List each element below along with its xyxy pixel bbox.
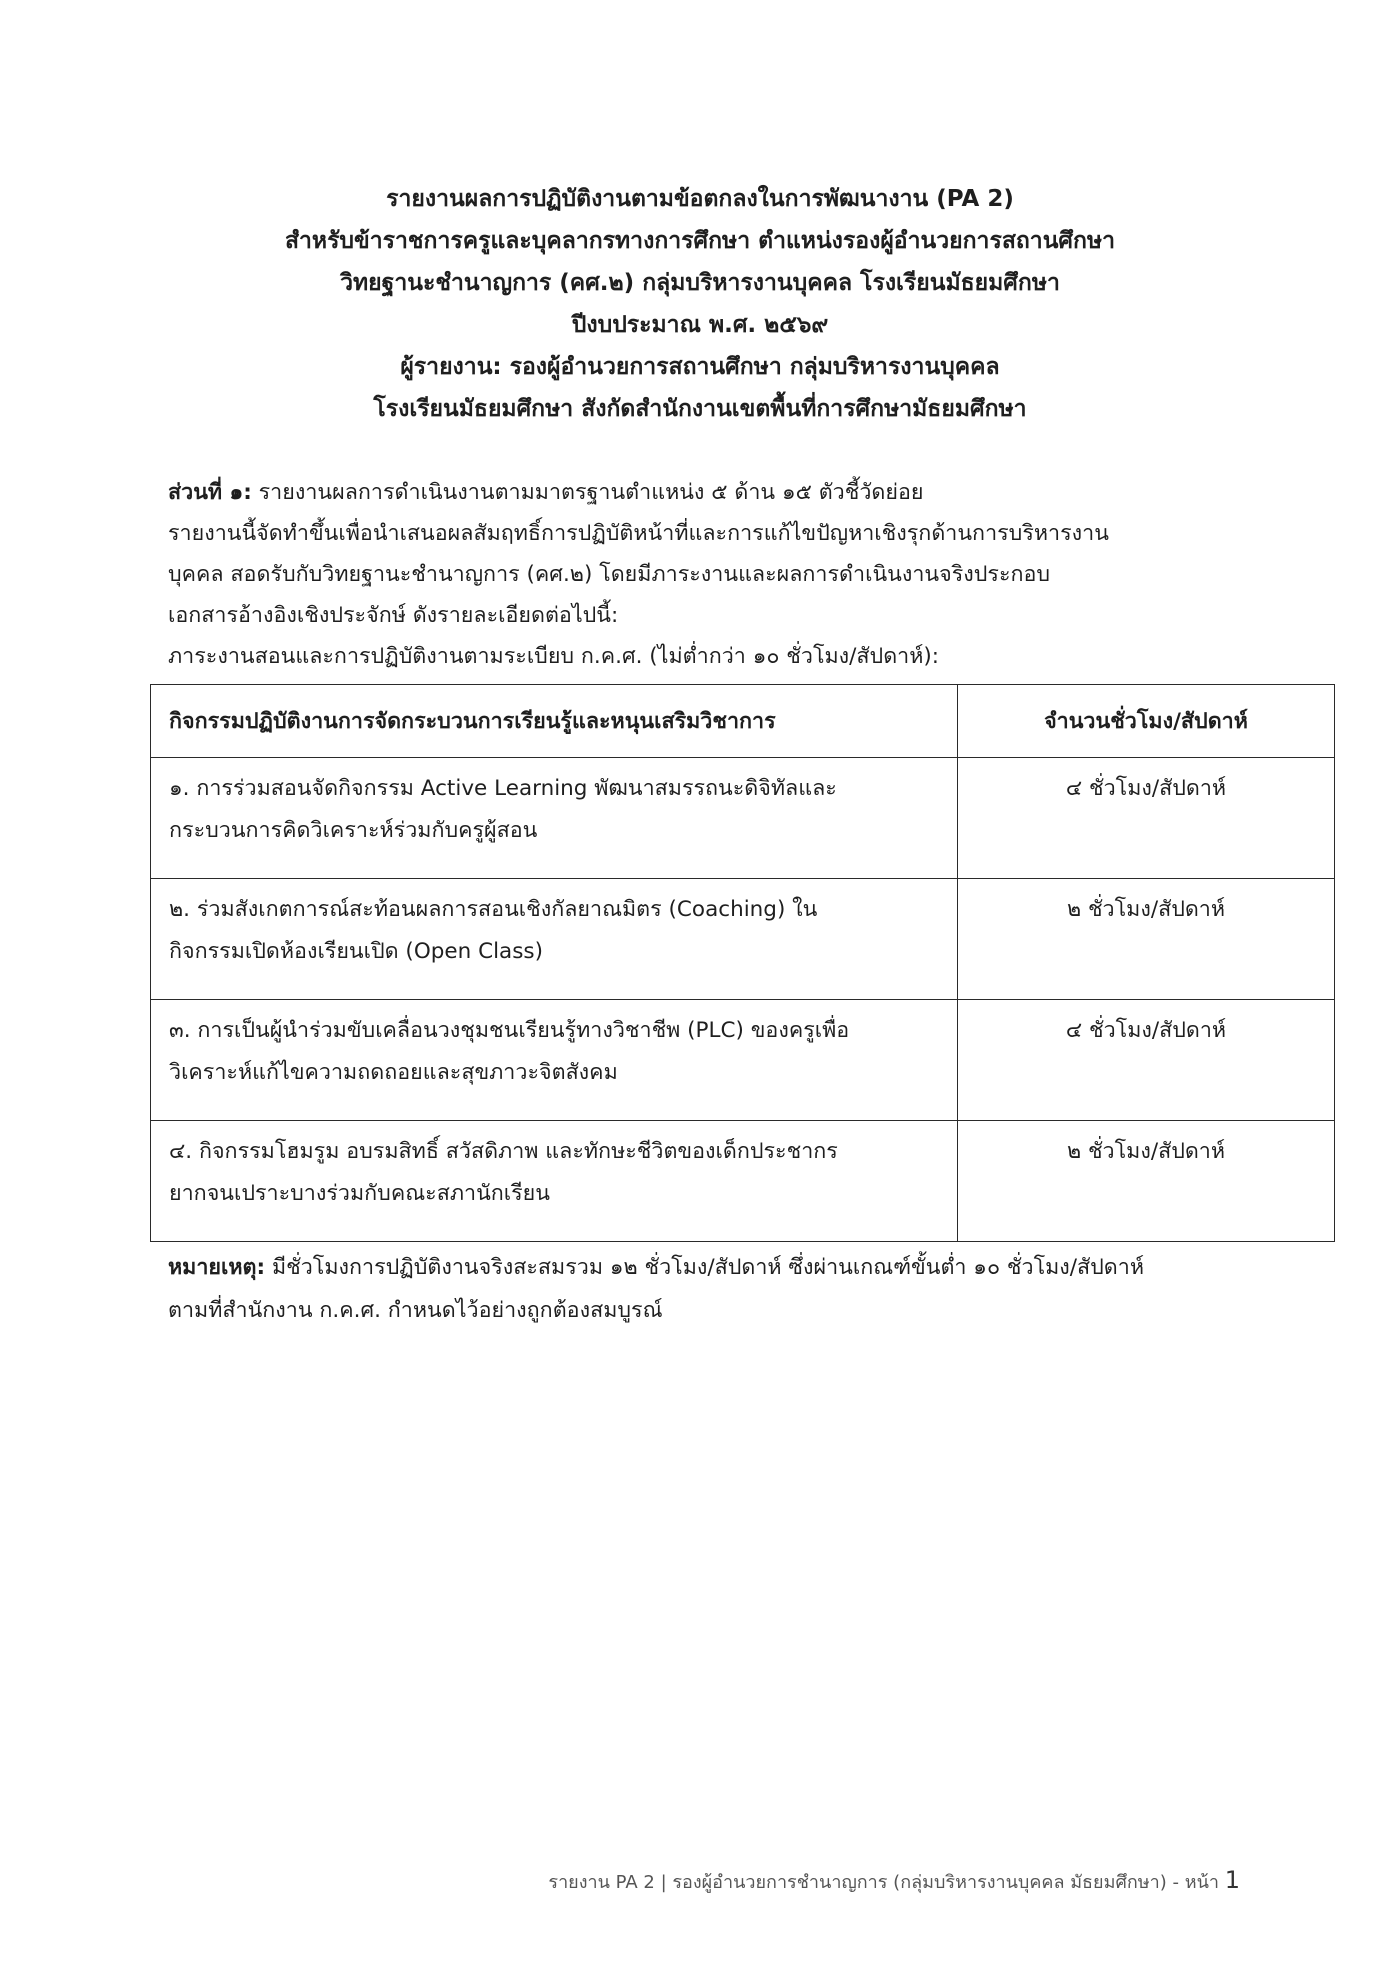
footer-text: รายงาน PA 2 | รองผู้อำนวยการชำนาญการ (กลุ่มบริหารงานบุคคล มัธยมศึกษา) - หน้า xyxy=(548,1872,1225,1893)
activity-text: ๒. ร่วมสังเกตการณ์สะท้อนผลการสอนเชิงกัลยาณมิตร (Coaching) ใน xyxy=(169,897,818,922)
hours-cell: ๒ ชั่วโมง/สัปดาห์ xyxy=(958,879,1335,1000)
section-intro-line: รายงานนี้จัดทำขึ้นเพื่อนำเสนอผลสัมฤทธิ์การปฏิบัติหน้าที่และการแก้ไขปัญหาเชิงรุกด้านการบริหารงาน xyxy=(168,521,1109,546)
activity-text: วิเคราะห์แก้ไขความถดถอยและสุขภาวะจิตสังคม xyxy=(169,1060,618,1085)
table-row xyxy=(151,758,1335,879)
hours-cell: ๔ ชั่วโมง/สัปดาห์ xyxy=(958,758,1335,879)
header-reporter: ผู้รายงาน: รองผู้อำนวยการสถานศึกษา กลุ่มบริหารงานบุคคล xyxy=(400,354,1000,380)
activity-text: ๑. การร่วมสอนจัดกิจกรรม Active Learning พัฒนาสมรรถนะดิจิทัลและ xyxy=(169,776,837,801)
header-hours: จำนวนชั่วโมง/สัปดาห์ xyxy=(958,685,1335,758)
section-heading xyxy=(168,472,1268,513)
table-header-row xyxy=(151,685,1335,758)
note-text: มีชั่วโมงการปฏิบัติงานจริงสะสมรวม ๑๒ ชั่วโมง/สัปดาห์ ซึ่งผ่านเกณฑ์ขั้นต่ำ ๑๐ ชั่วโมง/สัปดาห์ xyxy=(265,1255,1145,1280)
note-line xyxy=(168,1246,1288,1289)
header-school: โรงเรียนมัธยมศึกษา สังกัดสำนักงานเขตพื้นที่การศึกษามัธยมศึกษา xyxy=(373,396,1027,422)
activity-cell xyxy=(151,879,958,1000)
hours-cell: ๔ ชั่วโมง/สัปดาห์ xyxy=(958,1000,1335,1121)
section-one xyxy=(168,472,1268,677)
note-label: หมายเหตุ: xyxy=(168,1255,266,1280)
report-header xyxy=(100,178,1300,430)
activity-text: ยากจนเปราะบางร่วมกับคณะสภานักเรียน xyxy=(169,1181,550,1206)
activity-text: ๔. กิจกรรมโฮมรูม อบรมสิทธิ์ สวัสดิภาพ และทักษะชีวิตของเด็กประชากร xyxy=(169,1139,838,1164)
table-row xyxy=(151,1000,1335,1121)
activity-cell xyxy=(151,758,958,879)
header-subtitle-position: สำหรับข้าราชการครูและบุคลากรทางการศึกษา ตำแหน่งรองผู้อำนวยการสถานศึกษา xyxy=(284,228,1116,254)
header-title: รายงานผลการปฏิบัติงานตามข้อตกลงในการพัฒนางาน (PA 2) xyxy=(386,186,1014,212)
header-subtitle-rank: วิทยฐานะชำนาญการ (คศ.๒) กลุ่มบริหารงานบุคคล โรงเรียนมัธยมศึกษา xyxy=(340,270,1060,296)
header-fiscal-year: ปีงบประมาณ พ.ศ. ๒๕๖๙ xyxy=(571,312,829,338)
activity-cell xyxy=(151,1000,958,1121)
header-activity: กิจกรรมปฏิบัติงานการจัดกระบวนการเรียนรู้และหนุนเสริมวิชาการ xyxy=(151,685,958,758)
section-title: รายงานผลการดำเนินงานตามมาตรฐานตำแหน่ง ๕ ด้าน ๑๕ ตัวชี้วัดย่อย xyxy=(251,480,924,505)
page-number: 1 xyxy=(1224,1866,1240,1894)
table-row xyxy=(151,1121,1335,1242)
section-label: ส่วนที่ ๑: xyxy=(168,480,252,505)
page-footer xyxy=(548,1866,1240,1896)
activity-text: ๓. การเป็นผู้นำร่วมขับเคลื่อนวงชุมชนเรียนรู้ทางวิชาชีพ (PLC) ของครูเพื่อ xyxy=(169,1018,850,1043)
activity-cell xyxy=(151,1121,958,1242)
section-intro-line: เอกสารอ้างอิงเชิงประจักษ์ ดังรายละเอียดต่อไปนี้: xyxy=(168,603,619,628)
table-row xyxy=(151,879,1335,1000)
note-text-continued: ตามที่สำนักงาน ก.ค.ศ. กำหนดไว้อย่างถูกต้องสมบูรณ์ xyxy=(168,1298,663,1323)
table-caption: ภาระงานสอนและการปฏิบัติงานตามระเบียบ ก.ค.ศ. (ไม่ต่ำกว่า ๑๐ ชั่วโมง/สัปดาห์): xyxy=(168,644,940,669)
note-block xyxy=(168,1246,1288,1332)
activity-text: กระบวนการคิดวิเคราะห์ร่วมกับครูผู้สอน xyxy=(169,818,538,843)
activity-text: กิจกรรมเปิดห้องเรียนเปิด (Open Class) xyxy=(169,939,544,964)
section-intro-line: บุคคล สอดรับกับวิทยฐานะชำนาญการ (คศ.๒) โดยมีภาระงานและผลการดำเนินงานจริงประกอบ xyxy=(168,562,1051,587)
hours-cell: ๒ ชั่วโมง/สัปดาห์ xyxy=(958,1121,1335,1242)
activity-table xyxy=(150,684,1335,1242)
